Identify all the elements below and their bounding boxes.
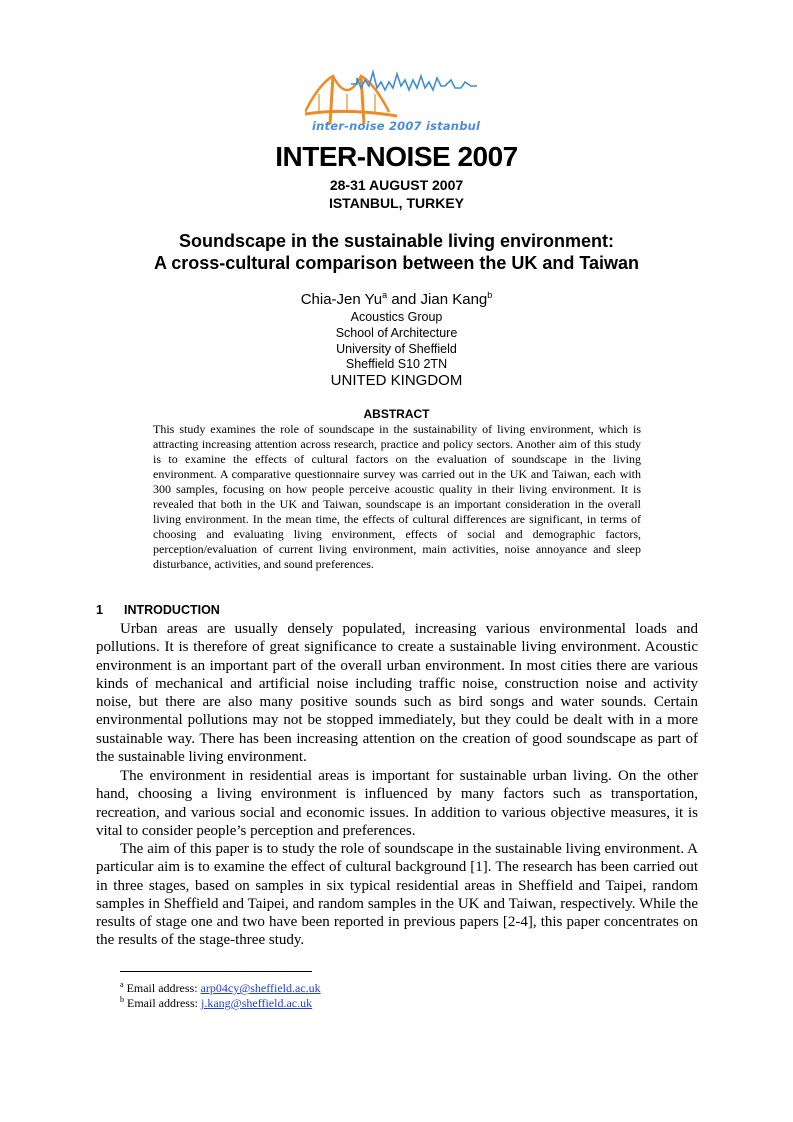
paper-title-line-1: Soundscape in the sustainable living environment: [178,231,615,251]
footnote [120,995,312,1011]
body-paragraph: The environment in residential areas is important for sustainable urban living. On the other hand, choosing a living environment is influenced by many factors such as transportation, recreation, and various social and economic issues. In addition to various objective measures, it is vital to consider people’s perception and preferences. [96,768,698,839]
logo-caption: inter-noise 2007 istanbul [312,119,481,133]
body-paragraph: Urban areas are usually densely populated, increasing various environmental loads and pollutions. It is therefore of great significance to create a sustainable living environment. Acoustic environment is an important part of the overall urban environment. In most cities there are various kinds of mechanical and artificial noise including traffic noise, construction noise and activity noise, but there are also many positive sounds such as bird songs and water sounds. Certain environmental pollutions may not be stopped immediately, but they could be dealt with in a more sustainable way. There has been increasing attention on the creation of good soundscape as part of the sustainable living environment. [96,621,698,766]
footnote-label: Email address: [126,981,201,995]
author-line [0,290,793,308]
author-name: Jian Kang [420,291,488,308]
paper-title-line-2: A cross-cultural comparison between the UK and Taiwan [153,253,640,273]
abstract-heading: ABSTRACT [363,407,430,421]
affiliation-line: University of Sheffield [336,342,457,356]
footnote-mark: a [120,980,124,989]
conference-title: INTER-NOISE 2007 [275,141,518,172]
sound-wave-skyline [351,72,477,90]
affiliation-line: Sheffield S10 2TN [345,357,448,371]
email-link[interactable]: j.kang@sheffield.ac.uk [200,996,313,1010]
author-name: Chia-Jen Yu [300,291,383,308]
footnote-mark: b [487,290,493,300]
affiliation-line: School of Architecture [335,326,458,340]
affiliation-line: Acoustics Group [350,310,443,324]
conference-date: 28-31 AUGUST 2007 [329,177,464,193]
body-paragraph: The aim of this paper is to study the role of soundscape in the sustainable living environment. A particular aim is to examine the effect of cultural background [1]. The research has been carried out in three stages, based on samples in six typical residential areas in Sheffield and Taipei, random samples in Sheffield and Taipei, and random samples in the UK and Taiwan, respectively. While the results of stage one and two have been reported in previous papers [2-4], this paper concentrates on the results of the stage-three study. [96,841,698,949]
bridge-deck [305,111,397,116]
author-country: UNITED KINGDOM [330,372,463,389]
footnote [120,980,321,996]
footnote-mark: b [120,995,124,1004]
footnote-mark: a [382,290,388,300]
email-link[interactable]: arp04cy@sheffield.ac.uk [200,981,321,995]
abstract-text: This study examines the role of soundscape in the sustainability of living environment, which is attracting increasing attention across research, practice and policy sectors. Another aim of this study is to examine the effects of cultural factors on the evaluation of soundscape in the living environment. A comparative questionnaire survey was carried out in the UK and Taiwan, each with 300 samples, focusing on how people perceive acoustic quality in their living environment. It is revealed that both in the UK and Taiwan, soundscape is an important consideration in the overall living environment. In the mean time, the effects of cultural differences are significant, in terms of choosing and evaluating living environment, effects of social and demographic factors, perception/evaluation of current living environment, main activities, noise annoyance and sleep disturbance, activities, and sound preferences. [153,422,641,571]
conference-location: ISTANBUL, TURKEY [328,195,465,211]
bridge-tower-left [330,76,333,124]
section-heading [96,603,220,617]
author-conjunction: and [387,291,421,308]
footnote-separator [120,971,312,972]
footnote-label: Email address: [127,996,201,1010]
section-number: 1 [96,603,103,617]
section-title: INTRODUCTION [124,603,220,617]
